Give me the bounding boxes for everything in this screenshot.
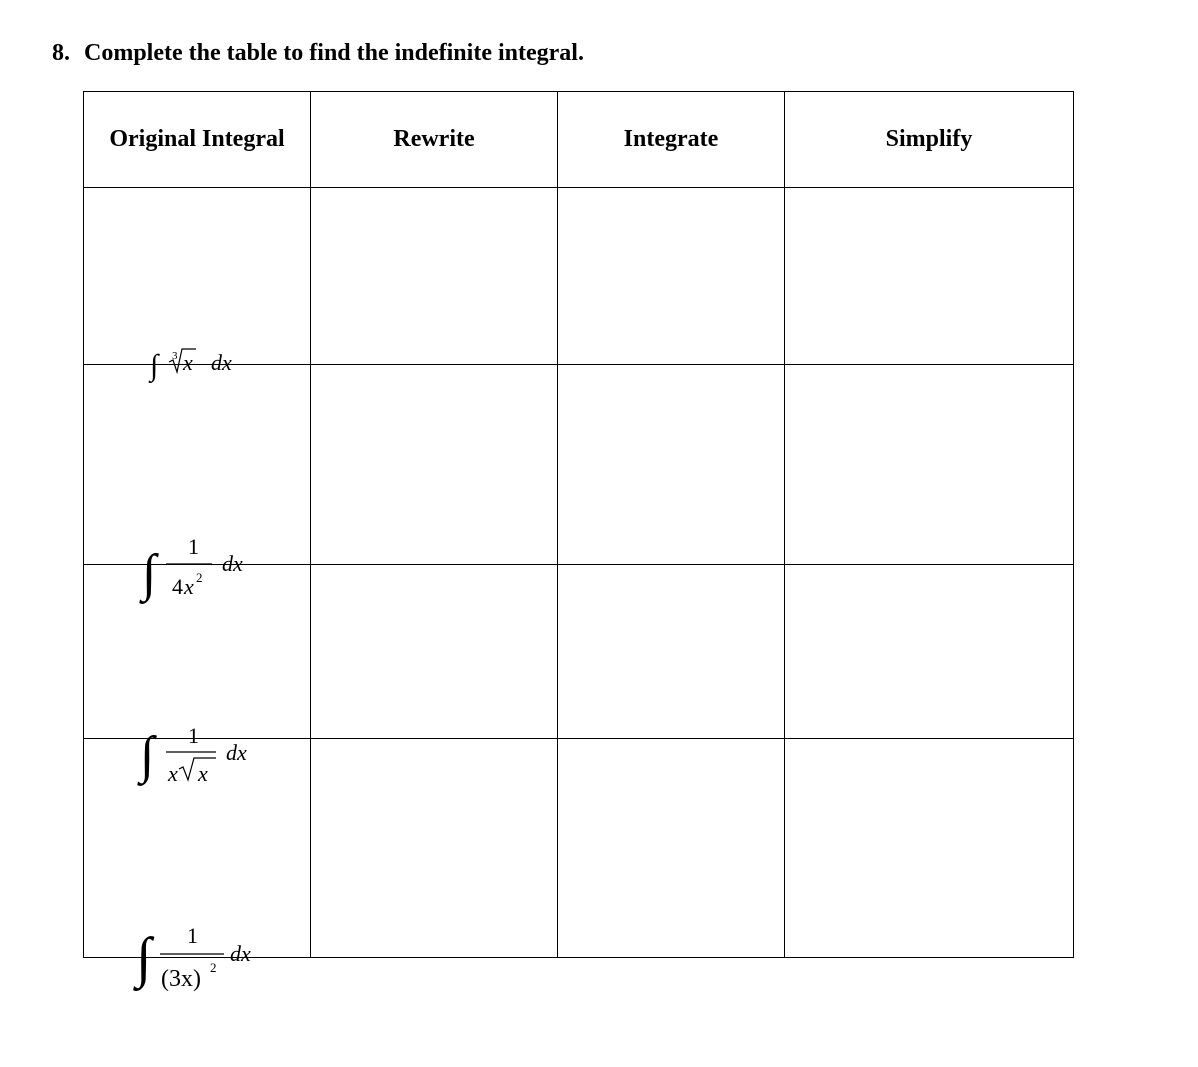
header-rewrite: Rewrite — [311, 92, 558, 188]
integral-sign: ∫ — [136, 927, 152, 989]
question-number: 8. — [52, 40, 70, 66]
denominator-base: (3x) — [161, 966, 201, 992]
simplify-cell[interactable] — [785, 739, 1074, 958]
numerator: 1 — [187, 923, 198, 948]
integral-sign: ∫ — [140, 726, 155, 784]
exponent: 2 — [196, 569, 203, 585]
integral-table — [83, 91, 1074, 992]
rewrite-cell[interactable] — [311, 565, 558, 739]
integral-2-expression — [84, 465, 310, 665]
integral-3-expression — [84, 652, 310, 826]
integrate-cell[interactable] — [558, 365, 785, 565]
denominator-variable: x — [184, 573, 194, 599]
exponent: 2 — [210, 960, 217, 975]
header-integrate: Integrate — [558, 92, 785, 188]
numerator: 1 — [188, 533, 199, 559]
radicand: x — [183, 350, 193, 375]
header-row — [84, 92, 1074, 188]
integral-1-expression — [84, 276, 310, 453]
original-integral-cell — [84, 188, 311, 382]
differential: dx — [226, 739, 247, 765]
integrate-cell[interactable] — [558, 565, 785, 739]
differential: dx — [211, 350, 232, 375]
question-text: Complete the table to find the indefinite integral. — [84, 40, 584, 66]
integrate-cell[interactable] — [558, 739, 785, 958]
radicand: x — [198, 760, 208, 786]
integral-sign: ∫ — [150, 349, 159, 382]
rewrite-cell[interactable] — [311, 739, 558, 958]
header-simplify: Simplify — [785, 92, 1074, 188]
integral-sign: ∫ — [142, 544, 157, 602]
rewrite-cell[interactable] — [311, 365, 558, 565]
denominator-coefficient: 4 — [172, 573, 183, 599]
differential: dx — [230, 941, 251, 966]
root-index: 3 — [172, 350, 178, 362]
question-heading — [52, 40, 584, 67]
rewrite-cell[interactable] — [311, 188, 558, 365]
differential: dx — [222, 550, 243, 576]
simplify-cell[interactable] — [785, 188, 1074, 365]
denominator-variable: x — [168, 760, 178, 786]
integrate-cell[interactable] — [558, 188, 785, 365]
integral-4-expression — [84, 848, 310, 1067]
simplify-cell[interactable] — [785, 565, 1074, 739]
simplify-cell[interactable] — [785, 365, 1074, 565]
numerator: 1 — [188, 722, 199, 748]
header-original-integral: Original Integral — [84, 92, 311, 188]
table-row — [84, 188, 1074, 365]
